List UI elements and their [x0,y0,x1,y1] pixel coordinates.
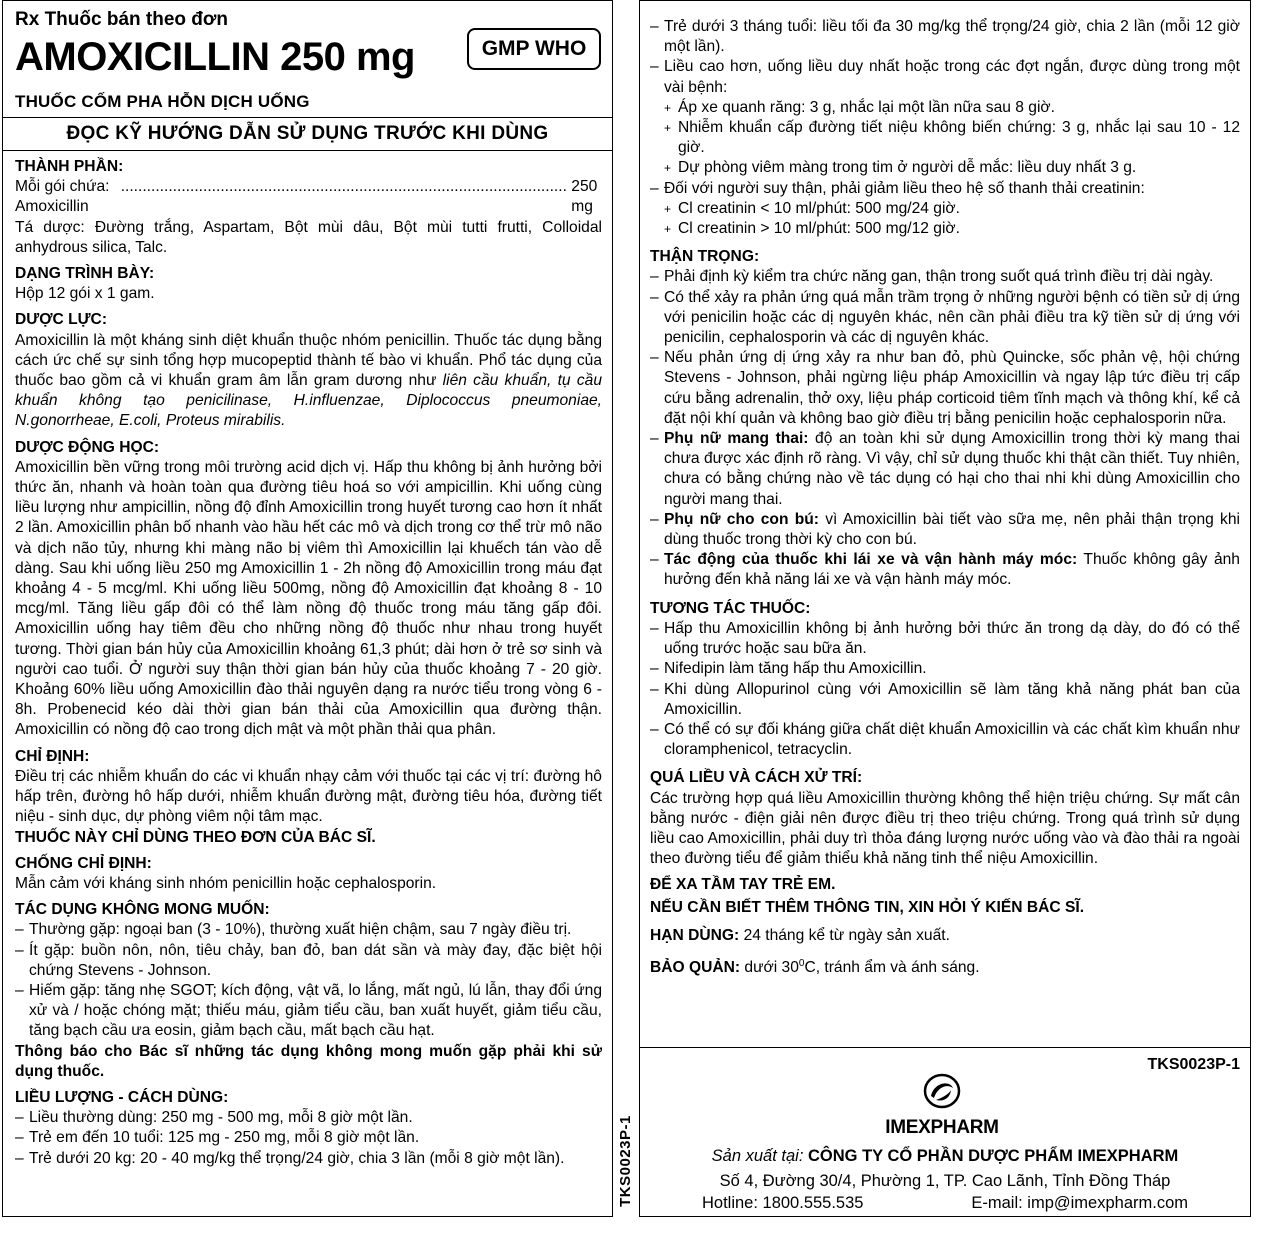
list-item: – Thường gặp: ngoại ban (3 - 10%), thường xuất hiện chậm, sau 7 ngày điều trị. [15,920,602,940]
composition-line [15,177,602,217]
driving-label: Tác động của thuốc khi lái xe và vận hành máy móc: [664,551,1078,569]
section-title-pharmacodynamics: DƯỢC LỰC: [15,311,108,329]
storage-text-end: C, tránh ẩm và ánh sáng. [804,959,980,977]
manufacturer-info [640,1144,1250,1194]
pharmacodynamics-organisms: liên cầu khuẩn, tụ cầu khuẩn không tạo penicilinase, H.influenzae, Diplococcus pneumoniae, N.gonorrheae, E.coli, Proteus mirabilis. [15,372,602,430]
sub-list-item: + Nhiễm khuẩn cấp đường tiết niệu không biến chứng: 3 g, nhắc lại sau 10 - 12 giờ. [650,118,1240,158]
product-name: AMOXICILLIN 250 mg [15,35,415,79]
right-body [640,1,1250,978]
section-title-presentation: DẠNG TRÌNH BÀY: [15,265,155,283]
side-code: TKS0023P-1 [617,1115,634,1207]
read-instructions-banner: ĐỌC KỸ HƯỚNG DẪN SỬ DỤNG TRƯỚC KHI DÙNG [3,118,612,151]
product-header [3,1,612,118]
storage-label: BẢO QUẢN: [650,959,741,977]
composition-label: Mỗi gói chứa: Amoxicillin [15,178,110,216]
right-column [639,0,1251,1217]
list-item: – Nếu phản ứng dị ứng xảy ra như ban đỏ, phù Quincke, sốc phản vệ, hội chứng Stevens - Johnson, phải ngừng liệu pháp Amoxicillin và ngay lập tức điều trị cấp cứu bằng adrenalin, thở oxy, liệu pháp corticoid tiêm tĩnh mạch và thông khí, kể cả đặt nội khí quản và không bao giờ điều trị bằng penicilin hoặc cephalosporin nữa. [650,348,1240,429]
list-item: – Trẻ dưới 3 tháng tuổi: liều tối đa 30 mg/kg thể trọng/24 giờ, chia 2 lần (mỗi 12 giờ một lần). [650,17,1240,57]
expiry-text: 24 tháng kể từ ngày sản xuất. [739,926,950,944]
contact-row [702,1194,1188,1213]
email: E-mail: imp@imexpharm.com [971,1194,1188,1212]
left-column [2,0,613,1217]
section-title-dosage: LIỀU LƯỢNG - CÁCH DÙNG: [15,1088,229,1106]
composition-value: 250 mg [571,178,598,216]
section-title-precautions: THẬN TRỌNG: [650,248,760,266]
presentation-text: Hộp 12 gói x 1 gam. [15,285,155,303]
sub-list-item: + Cl creatinin < 10 ml/phút: 500 mg/24 giờ. [650,199,1240,219]
driving-text: Thuốc không gây ảnh hưởng đến khả năng lái xe và vận hành máy móc. [664,551,1240,589]
sub-list-item: + Cl creatinin > 10 ml/phút: 500 mg/12 giờ. [650,219,1240,239]
manufacturer-footer [640,1047,1250,1219]
pregnancy-text: độ an toàn khi sử dụng Amoxicillin trong thời kỳ mang thai chưa được xác định rõ ràng. Vì vậy, chỉ sử dụng thuốc khi thật cần thiết. Tuy nhiên, chưa có bằng chứng nào về tác dụng có hại cho thai nhi khi dùng Amoxicillin cho người mang thai. [664,430,1240,508]
logo-wordmark: IMEXPHARM [885,1117,999,1138]
list-item: – Liều thường dùng: 250 mg - 500 mg, mỗi 8 giờ một lần. [15,1108,602,1128]
storage-degree: 0 [798,957,805,969]
contraindications-text: Mẫn cảm với kháng sinh nhóm penicillin hoặc cephalosporin. [15,874,437,892]
section-title-composition: THÀNH PHẦN: [15,158,124,175]
sub-list-item: + Áp xe quanh răng: 3 g, nhắc lại một lần nữa sau 8 giờ. [650,98,1240,118]
section-title-indications: CHỈ ĐỊNH: [15,747,90,765]
list-item: – Liều cao hơn, uống liều duy nhất hoặc trong các đợt ngắn, được dùng trong một vài bệnh: [650,57,1240,97]
pharmacokinetics-text: Amoxicillin bền vững trong môi trường acid dịch vị. Hấp thu không bị ảnh hưởng bởi thức ăn, nhanh và hoàn toàn qua đường tiêu hoá so với ampicillin. Khi uống cùng liều lượng như ampicillin, nồng độ đỉnh Amoxicillin trong huyết tương cao hơn ít nhất 2 lần. Amoxicillin phân bố nhanh vào hầu hết các mô và dịch trong cơ thể trừ mô não và dịch não tủy, nhưng khi màng não bị viêm thì Amoxicillin lại khuếch tán vào dễ dàng. Sau khi uống liều 250 mg Amoxicillin 1 - 2h nồng độ Amoxicillin trong máu đạt khoảng 4 - 5 mcg/ml. Khi uống liều 500mg, nồng độ Amoxicillin đạt khoảng 8 - 10 mcg/ml. Tăng liều gấp đôi có thể làm nồng độ thuốc trong máu tăng gấp đôi. Amoxicillin uống hay tiêm đều cho những nồng độ thuốc như nhau trong huyết tương. Thời gian bán hủy của Amoxicillin khoảng 61,3 phút; dài hơn ở trẻ sơ sinh và người cao tuổi. Ở người suy thận thời gian bán hủy của thuốc khoảng 7 - 20 giờ. Khoảng 60% liều uống Amoxicillin đào thải nguyên dạng ra nước tiểu trong vòng 6 - 8h. Probenecid kéo dài thời gian bán thải của Amoxicillin qua đường thận. Amoxicillin có nồng độ cao trong dịch mật và một phần thải qua phân. [15,458,602,739]
composition-dots: ....................................................................................................... [120,178,567,196]
gmp-badge: GMP WHO [467,28,601,70]
keep-away-warning: ĐỂ XA TẦM TAY TRẺ EM. [650,876,836,894]
list-item: – Ít gặp: buồn nôn, nôn, tiêu chảy, ban đỏ, ban dát sần và mày đay, đặc biệt hội chứng Stevens - Johnson. [15,941,602,981]
more-info-notice: NẾU CẦN BIẾT THÊM THÔNG TIN, XIN HỎI Ý KIẾN BÁC SĨ. [650,898,1085,916]
section-title-overdose: QUÁ LIỀU VÀ CÁCH XỬ TRÍ: [650,769,863,787]
prescription-warning: THUỐC NÀY CHỈ DÙNG THEO ĐƠN CỦA BÁC SĨ. [15,828,376,846]
storage-text: dưới 30 [740,959,799,977]
driving-item [650,550,1240,590]
list-item: – Trẻ em đến 10 tuổi: 125 mg - 250 mg, mỗi 8 giờ một lần. [15,1128,602,1148]
pregnancy-item [650,429,1240,510]
sub-list-item: + Dự phòng viêm màng trong tim ở người dễ mắc: liều duy nhất 3 g. [650,158,1240,178]
company-address: Số 4, Đường 30/4, Phường 1, TP. Cao Lãnh, Tỉnh Đồng Tháp [719,1172,1171,1190]
expiry-label: HẠN DÙNG: [650,926,740,944]
list-item: – Nifedipin làm tăng hấp thu Amoxicillin. [650,659,1240,679]
manufacturer-line [640,1144,1250,1169]
nursing-label: Phụ nữ cho con bú: [664,510,819,528]
section-title-contraindications: CHỐNG CHỈ ĐỊNH: [15,854,152,872]
list-item: – Hấp thu Amoxicillin không bị ảnh hưởng bởi thức ăn trong dạ dày, do đó có thể uống trước hoặc sau bữa ăn. [650,619,1240,659]
list-item: – Có thể có sự đối kháng giữa chất diệt khuẩn Amoxicillin và các chất kìm khuẩn như cloramphenicol, tetracyclin. [650,720,1240,760]
hotline: Hotline: 1800.555.535 [702,1194,864,1212]
imexpharm-logo [862,1072,1022,1142]
section-title-interactions: TƯƠNG TÁC THUỐC: [650,599,811,617]
list-item: – Khi dùng Allopurinol cùng với Amoxicillin sẽ làm tăng khả năng phát ban của Amoxicillin. [650,680,1240,720]
pregnancy-label: Phụ nữ mang thai: [664,430,809,448]
expiry-line [650,926,1240,946]
company-name: CÔNG TY CỔ PHẦN DƯỢC PHẨM IMEXPHARM [803,1147,1179,1165]
left-body [3,151,612,1169]
section-title-side-effects: TÁC DỤNG KHÔNG MONG MUỐN: [15,901,270,919]
nursing-item [650,510,1240,550]
logo-icon [922,1072,962,1110]
rx-label: Rx Thuốc bán theo đơn [15,9,228,30]
footer-code: TKS0023P-1 [1147,1056,1240,1073]
indications-text: Điều trị các nhiễm khuẩn do các vi khuẩn nhạy cảm với thuốc tại các vị trí: đường hô hấp trên, đường hô hấp dưới, nhiễm khuẩn đường mật, đường tiêu hóa, đường tiết niệu - sinh dục, dự phòng viêm nội tâm mạc. [15,767,602,826]
pharmacodynamics-paragraph [15,331,602,432]
section-title-pharmacokinetics: DƯỢC ĐỘNG HỌC: [15,438,160,456]
list-item: – Trẻ dưới 20 kg: 20 - 40 mg/kg thể trọng/24 giờ, chia 3 lần (mỗi 8 giờ một lần). [15,1149,602,1169]
nursing-text: vì Amoxicillin bài tiết vào sữa mẹ, nên phải thận trọng khi dùng thuốc trong thời kỳ cho con bú. [664,510,1240,549]
list-item: – Hiếm gặp: tăng nhẹ SGOT; kích động, vật vã, lo lắng, mất ngủ, lú lẫn, thay đổi ứng xử và / hoặc chóng mặt; thiếu máu, giảm tiểu cầu, ban xuất huyết, giảm tiểu cầu, tăng bạch cầu ưa eosin, giảm bạch cầu, mất bạch cầu hạt. [15,981,602,1042]
list-item: – Phải định kỳ kiểm tra chức năng gan, thận trong suốt quá trình điều trị dài ngày. [650,267,1240,287]
list-item: – Có thể xảy ra phản ứng quá mẫn trầm trọng ở những người bệnh có tiền sử dị ứng với penicilin hoặc các dị nguyên khác, nên cần phải điều tra kỹ tiền sử dị ứng với penicilin, cephalosporin và các dị nguyên khác. [650,288,1240,349]
pharmacodynamics-text: Amoxicillin là một kháng sinh diệt khuẩn thuộc nhóm penicillin. Thuốc tác dụng bằng cách ức chế sự sinh tổng hợp mucopeptid thành tế bào vi khuẩn. Phổ tác dụng của thuốc bao gồm cả vi khuẩn gram âm lẫn gram dương như [15,331,602,390]
excipients-text: Tá dược: Đường trắng, Aspartam, Bột mùi dâu, Bột mùi tutti frutti, Colloidal anhydrous silica, Talc. [15,218,602,256]
made-label: Sản xuất tại: [711,1147,804,1165]
list-item: – Đối với người suy thận, phải giảm liều theo hệ số thanh thải creatinin: [650,179,1240,199]
overdose-text: Các trường hợp quá liều Amoxicillin thường không thể hiện triệu chứng. Sự mất cân bằng nước - điện giải nên được điều trị theo triệu chứng. Trong quá trình sử dụng liều cao Amoxicillin, phải duy trì thỏa đáng lượng nước uống vào và đào thải ra ngoài theo đường tiểu để giảm thiểu khả năng tinh thể niệu Amoxicillin. [650,789,1240,868]
dosage-form: THUỐC CỐM PHA HỖN DỊCH UỐNG [15,92,310,111]
side-strip [613,0,639,1217]
storage-line [650,954,1240,978]
side-effects-notice: Thông báo cho Bác sĩ những tác dụng không mong muốn gặp phải khi sử dụng thuốc. [15,1042,602,1080]
